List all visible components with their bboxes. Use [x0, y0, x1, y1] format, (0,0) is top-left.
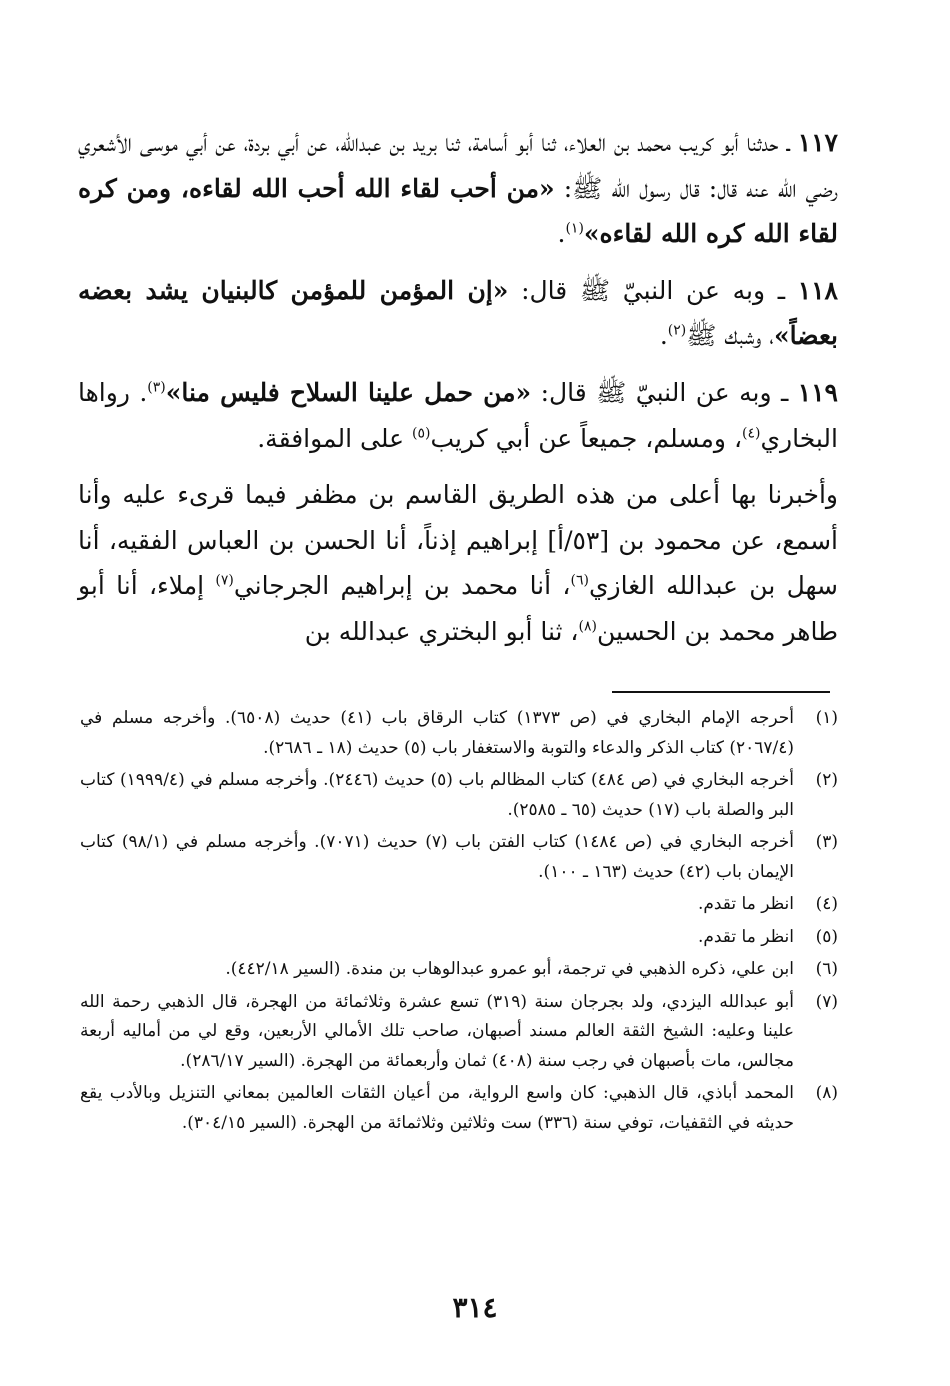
footnote-ref: (١)	[565, 220, 584, 237]
hadith-119	[78, 370, 838, 461]
hadith-117	[78, 120, 838, 257]
footnote-ref: (٢)	[667, 323, 687, 340]
footnote	[80, 923, 838, 953]
footnote-number: (٤)	[815, 894, 838, 914]
footnotes	[80, 704, 838, 1141]
punctuation: .	[659, 321, 668, 351]
footnote-ref: (٣)	[147, 379, 166, 396]
hadith-quote: «من حمل علينا السلاح فليس منا»	[165, 377, 532, 407]
isnad-text: إملاء، أنا أبو طاهر محمد بن الحسين	[78, 571, 838, 646]
footnote-text: أخرجه البخاري في (ص ٤٨٤) كتاب المظالم باب (٥) حديث (٢٤٤٦). وأخرجه مسلم في (١٩٩٩/٤) كتاب البر والصلة باب (١٧) حديث (٦٥ ـ ٢٥٨٥).	[80, 770, 794, 820]
footnote	[80, 1079, 838, 1138]
footnote	[80, 704, 838, 763]
isnad-paragraph	[78, 472, 838, 654]
hadith-number: ١١٧	[797, 128, 838, 157]
footnote	[80, 766, 838, 825]
footnote-separator	[612, 691, 830, 693]
footnote	[80, 890, 838, 920]
hadith-text: ، وشبك ﷺ	[686, 321, 775, 351]
footnote	[80, 988, 838, 1077]
footnote	[80, 955, 838, 985]
footnote-ref: (٥)	[411, 425, 431, 442]
footnote-ref: (٤)	[742, 425, 761, 442]
footnote-text: انظر ما تقدم.	[697, 926, 794, 947]
hadith-text: . رواها البخاري	[78, 377, 838, 453]
hadith-text: ، ومسلم، جميعاً عن أبي كريب	[430, 423, 743, 453]
footnote-number: (٦)	[815, 959, 838, 979]
footnote-number: (٣)	[815, 832, 838, 852]
footnote-number: (٢)	[815, 770, 838, 790]
isnad-text: وأخبرنا بها أعلى من هذه الطريق القاسم بن مظفر فيما قرىء عليه وأنا أسمع، عن محمود بن [٥٣/أ] إبراهيم إذناً، أنا الحسن بن العباس الفقيه، أنا سهل بن عبدالله الغازي	[78, 480, 838, 601]
footnote-text: المحمد أباذي، قال الذهبي: كان واسع الرواية، من أعيان الثقات العالمين بمعاني التنزيل وبالأدب يقع حديثه في الثقفيات، توفي سنة (٣٣٦) ست وثلاثين وثلاثمائة من الهجرة. (السير ٣٠٤/١٥).	[80, 1083, 794, 1133]
footnote-text: أخرجه البخاري في (ص ١٤٨٤) كتاب الفتن باب (٧) حديث (٧٠٧١). وأخرجه مسلم في (٩٨/١) كتاب الإيمان باب (٤٢) حديث (١٦٣ ـ ١٠٠).	[80, 832, 794, 882]
footnote-text: أحرجه الإمام البخاري في (ص ١٣٧٣) كتاب الرقاق باب (٤١) حديث (٦٥٠٨). وأخرجه مسلم في (٢٠٦٧/٤) كتاب الذكر والدعاء والتوبة والاستغفار باب (٥) حديث (١٨ ـ ٢٦٨٦).	[80, 708, 795, 758]
footnote-number: (٧)	[815, 991, 838, 1012]
footnote-ref: (٨)	[578, 618, 597, 635]
footnote-ref: (٧)	[215, 573, 234, 590]
footnote-number: (١)	[815, 708, 838, 728]
hadith-text: على الموافقة.	[257, 423, 412, 453]
hadith-text: ـ حدثنا أبو كريب محمد بن العلاء، ثنا أبو أسامة، ثنا بريد بن عبدالله، عن أبي بردة، عن أبي موسى الأشعري رضي الله عنه قال: قال رسول الله ﷺ:	[78, 128, 838, 203]
isnad-text: ، أنا محمد بن إبراهيم الجرجاني	[233, 571, 571, 601]
page-number: ٣١٤	[452, 1291, 498, 1324]
hadith-quote: «من أحب لقاء الله أحب الله لقاءه، ومن كره لقاء الله كره الله لقاءه»	[78, 173, 838, 249]
hadith-text: ـ وبه عن النبيّ ﷺ قال:	[508, 275, 798, 305]
hadith-text: ـ وبه عن النبيّ ﷺ قال:	[531, 377, 798, 407]
punctuation: .	[557, 219, 566, 249]
isnad-text: ، ثنا أبو البختري عبدالله بن	[304, 616, 579, 646]
footnote-number: (٥)	[815, 926, 838, 947]
footnote-text: ابن علي، ذكره الذهبي في ترجمة، أبو عمرو عبدالوهاب بن مندة. (السير ٤٤٢/١٨).	[225, 959, 794, 979]
hadith-quote: «إن المؤمن للمؤمن كالبنيان يشد بعضه بعضاً»	[78, 275, 838, 351]
hadith-number: ١١٩	[797, 377, 838, 407]
footnote-number: (٨)	[815, 1083, 838, 1103]
footnote-text: أبو عبدالله اليزدي، ولد بجرجان سنة (٣١٩) تسع عشرة وثلاثمائة من الهجرة، قال الذهبي رحمة الله علينا وعليه: الشيخ الثقة العالم مسند أصبهان، صاحب تلك الأمالي الأربعين، وقع لي من أماليه أربعة مجالس، مات بأصبهان في رجب سنة (٤٠٨) ثمان وأربعمائة من الهجرة. (السير ٢٨٦/١٧).	[80, 991, 794, 1071]
main-text	[78, 120, 838, 655]
hadith-number: ١١٨	[797, 275, 838, 305]
footnote	[80, 828, 838, 887]
footnote-ref: (٦)	[570, 573, 589, 590]
footnote-text: انظر ما تقدم.	[697, 894, 794, 914]
hadith-118	[78, 268, 838, 359]
